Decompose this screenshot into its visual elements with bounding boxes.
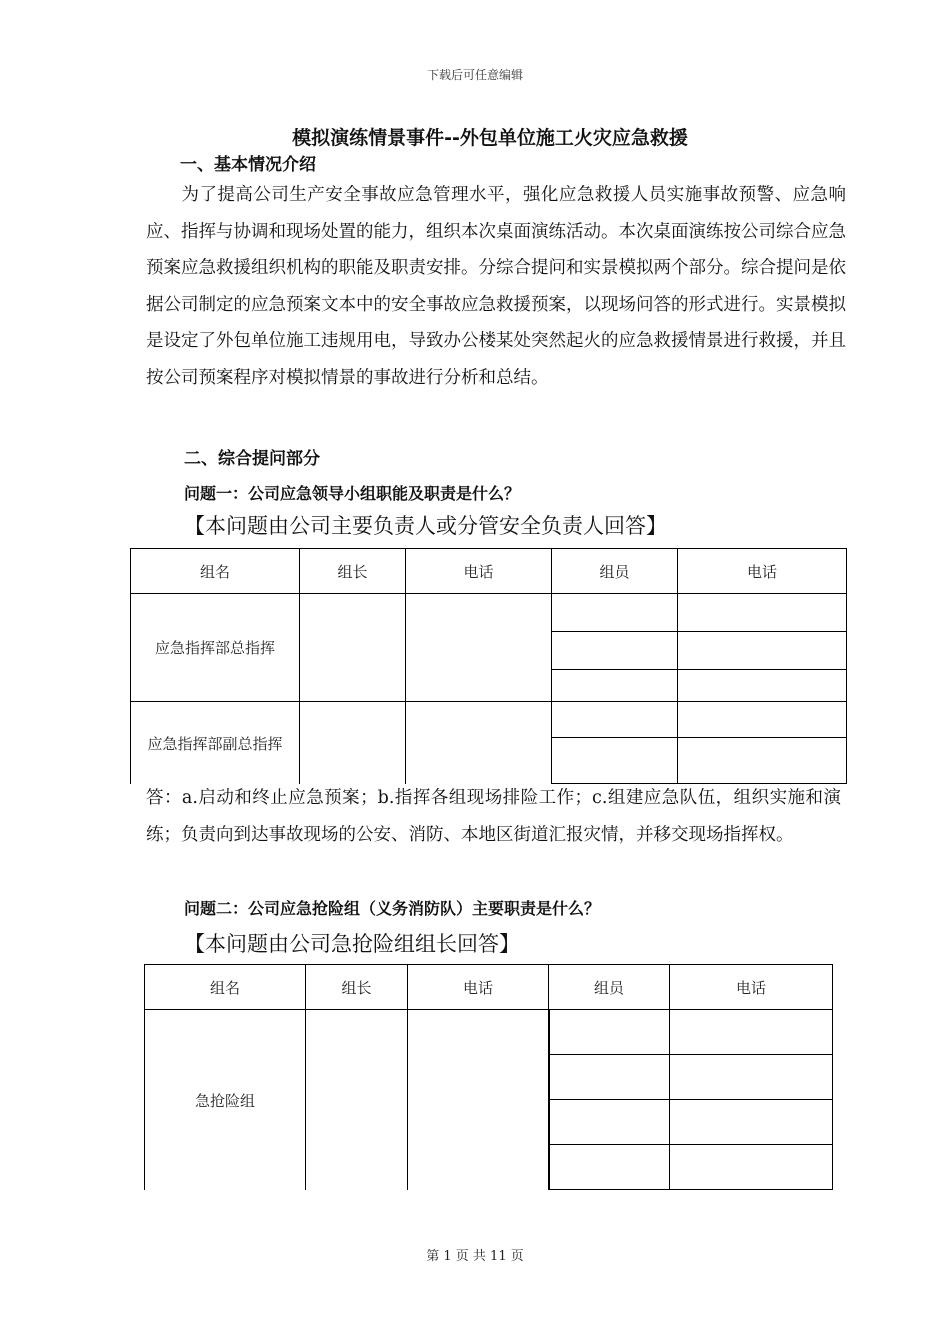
- t2-header-member-phone: 电话: [670, 964, 833, 1010]
- t1-row2-leader: [300, 702, 406, 784]
- t2-row1-leader: [306, 1010, 408, 1190]
- t1-row2-phone: [406, 702, 552, 784]
- t1-header-member-phone: 电话: [678, 548, 847, 594]
- t1-row1-member-phone-b: [678, 632, 847, 670]
- page-footer: 第 1 页 共 11 页: [426, 1249, 524, 1264]
- t1-row1-member-phone-a: [678, 594, 847, 632]
- t2-member-phone-d: [670, 1145, 833, 1190]
- t2-header-member: 组员: [549, 964, 670, 1010]
- t2-member-phone-b: [670, 1055, 833, 1100]
- t2-member-c: [549, 1100, 670, 1145]
- t1-header-leader: 组长: [300, 548, 406, 594]
- t1-row2-member-b: [552, 738, 678, 784]
- t2-member-d: [549, 1145, 670, 1190]
- t2-member-a: [549, 1010, 670, 1055]
- t1-row2-member-a: [552, 702, 678, 738]
- t1-header-phone: 电话: [406, 548, 552, 594]
- page-header: 下载后可任意编辑: [426, 68, 523, 82]
- t2-member-phone-a: [670, 1010, 833, 1055]
- question1-responder: 【本问题由公司主要负责人或分管安全负责人回答】: [184, 514, 667, 538]
- t2-header-group-name: 组名: [144, 964, 306, 1010]
- intro-paragraph: [146, 177, 846, 396]
- t1-row1-member-c: [552, 670, 678, 702]
- t2-row1-group-name: 急抢险组: [144, 1010, 306, 1190]
- t2-member-b: [549, 1055, 670, 1100]
- question2-responder: 【本问题由公司急抢险组组长回答】: [184, 932, 520, 956]
- t1-row1-group-name: 应急指挥部总指挥: [130, 594, 300, 702]
- section2-heading: 二、综合提问部分: [184, 449, 320, 469]
- section1-heading: 一、基本情况介绍: [180, 155, 316, 175]
- document-title: 模拟演练情景事件--外包单位施工火灾应急救援: [292, 127, 688, 149]
- t1-row2-group-name: 应急指挥部副总指挥: [130, 702, 300, 784]
- t1-row1-member-phone-c: [678, 670, 847, 702]
- t1-header-member: 组员: [552, 548, 678, 594]
- intro-paragraph-text: 为了提高公司生产安全事故应急管理水平，强化应急救援人员实施事故预警、应急响应、指挥与协调和现场处置的能力，组织本次桌面演练活动。本次桌面演练按公司综合应急预案应急救援组织机构的职能及职责安排。分综合提问和实景模拟两个部分。综合提问是依据公司制定的应急预案文本中的安全事故应急救援预案，以现场问答的形式进行。实景模拟是设定了外包单位施工违规用电，导致办公楼某处突然起火的应急救援情景进行救援，并且按公司预案程序对模拟情景的事故进行分析和总结。: [146, 185, 846, 388]
- t1-row1-member-b: [552, 632, 678, 670]
- t1-row1-leader: [300, 594, 406, 702]
- t2-member-phone-c: [670, 1100, 833, 1145]
- t1-row2-member-phone-b: [678, 738, 847, 784]
- question1-title: 问题一：公司应急领导小组职能及职责是什么？: [184, 484, 521, 503]
- t1-header-group-name: 组名: [130, 548, 300, 594]
- t2-header-phone: 电话: [408, 964, 549, 1010]
- question2-title: 问题二：公司应急抢险组（义务消防队）主要职责是什么？: [184, 899, 601, 918]
- t1-row1-member-a: [552, 594, 678, 632]
- question1-answer: 答：a.启动和终止应急预案；b.指挥各组现场排险工作；c.组建应急队伍，组织实施和演练；负责向到达事故现场的公安、消防、本地区街道汇报灾情，并移交现场指挥权。: [146, 788, 841, 845]
- t1-row1-phone: [406, 594, 552, 702]
- t2-header-leader: 组长: [306, 964, 408, 1010]
- t1-row2-member-phone-a: [678, 702, 847, 738]
- t2-row1-phone: [408, 1010, 549, 1190]
